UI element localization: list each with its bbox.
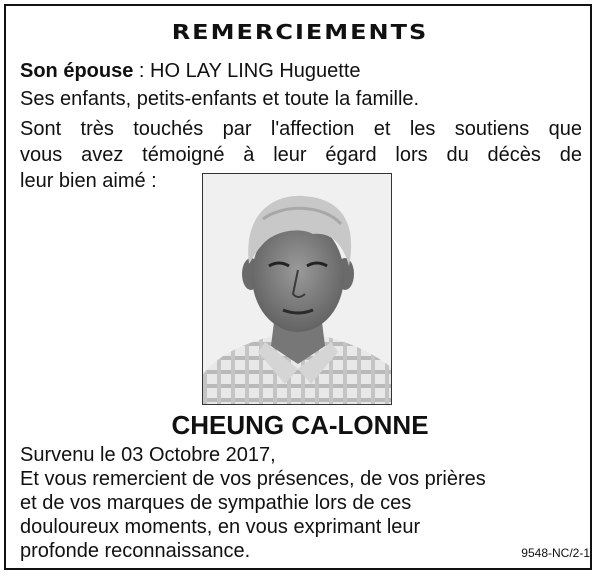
portrait-illustration <box>203 174 392 405</box>
reference-code: 9548-NC/2-1 <box>521 546 590 560</box>
deceased-name: CHEUNG CA-LONNE <box>171 410 429 440</box>
touched-line-3: leur bien aimé : <box>20 170 157 192</box>
touched-line-2: vous avez témoigné à leur égard lors du décès de <box>20 144 582 166</box>
spouse-line <box>20 58 361 84</box>
spouse-name: HO LAY LING Huguette <box>150 60 361 82</box>
portrait-photo <box>202 173 392 405</box>
family-line: Ses enfants, petits-enfants et toute la famille. <box>20 88 420 110</box>
closing-line-4: profonde reconnaissance. <box>20 540 251 562</box>
spouse-label: Son épouse <box>20 60 134 82</box>
closing-line-3: douloureux moments, en vous exprimant leur <box>20 516 421 538</box>
notice-title: REMERCIEMENTS <box>171 20 429 44</box>
date-line: Survenu le 03 Octobre 2017, <box>20 444 276 466</box>
spouse-separator: : <box>133 60 151 82</box>
touched-line-1: Sont très touchés par l'affection et les soutiens que <box>20 118 582 140</box>
closing-line-1: Et vous remercient de vos présences, de vos prières <box>20 468 486 490</box>
closing-line-2: et de vos marques de sympathie lors de ces <box>20 492 412 514</box>
